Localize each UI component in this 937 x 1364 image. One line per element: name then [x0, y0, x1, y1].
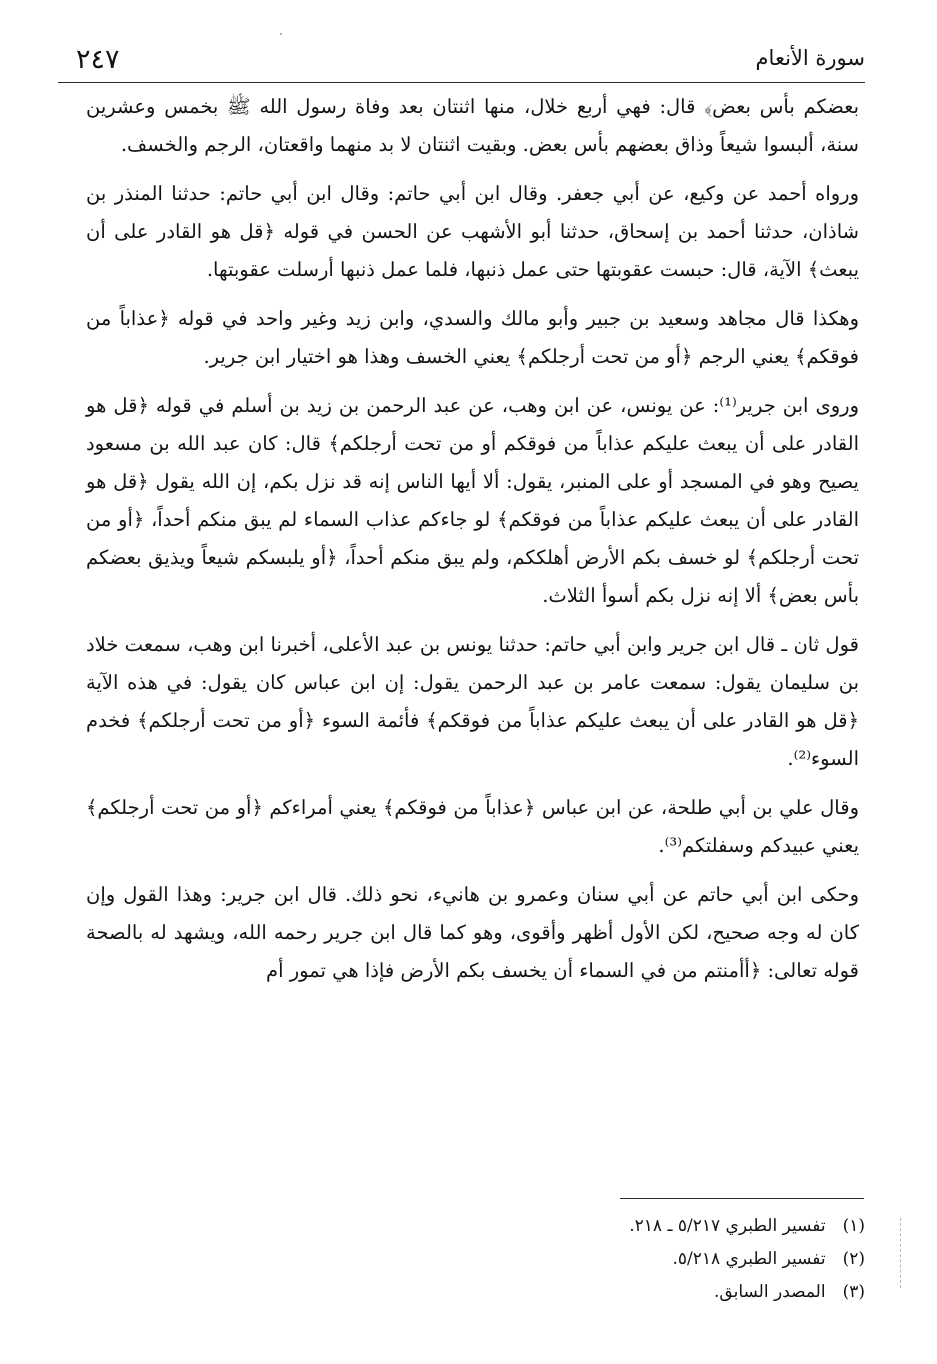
paragraph-7: وحكى ابن أبي حاتم عن أبي سنان وعمرو بن هانيء، نحو ذلك. قال ابن جرير: وهذا القول وإن كان له وجه صحيح، لكن الأول أظهر وأقوى، وهو كما قال ابن جرير رحمه الله، ويشهد له بالصحة قوله تعالى: ﴿أأمنتم من في السماء أن يخسف بكم الأرض فإذا هي تمور أم — [86, 883, 859, 982]
footnote-item — [345, 1243, 865, 1276]
paragraph-2: ورواه أحمد عن وكيع، عن أبي جعفر. وقال ابن أبي حاتم: وقال ابن أبي حاتم: حدثنا المنذر بن شاذان، حدثنا أحمد بن إسحاق، حدثنا أبو الأشهب عن الحسن في قوله ﴿قل هو القادر على أن يبعث﴾ الآية، قال: حبست عقوبتها حتى عمل ذنبها، فلما عمل ذنبها أرسلت عقوبتها. — [86, 182, 859, 281]
footnote-separator — [620, 1198, 864, 1199]
footnote-item — [345, 1276, 865, 1309]
footnote-number: (٢) — [842, 1249, 865, 1269]
footnote-number: (١) — [842, 1216, 865, 1236]
paragraph-6: وقال علي بن أبي طلحة، عن ابن عباس ﴿عذاباً من فوقكم﴾ يعني أمراءكم ﴿أو من تحت أرجلكم﴾ يعني عبيدكم وسفلتكم⁽³⁾. — [86, 796, 859, 857]
paragraph-4: وروى ابن جرير⁽¹⁾: عن يونس، عن ابن وهب، عن عبد الرحمن بن زيد بن أسلم في قوله ﴿قل هو القادر على أن يبعث عليكم عذاباً من فوقكم أو من تحت أرجلكم﴾ قال: كان عبد الله بن مسعود يصيح وهو في المسجد أو على المنبر، يقول: ألا أيها الناس إنه قد نزل بكم، إن الله يقول ﴿قل هو القادر على أن يبعث عليكم عذاباً من فوقكم﴾ لو جاءكم عذاب السماء لم يبق منكم أحداً، ﴿أو من تحت أرجلكم﴾ لو خسف بكم الأرض أهلككم، ولم يبق منكم أحداً، ﴿أو يلبسكم شيعاً ويذيق بعضكم بأس بعض﴾ ألا إنه نزل بكم أسوأ الثلاث. — [86, 394, 860, 607]
paragraph-3: وهكذا قال مجاهد وسعيد بن جبير وأبو مالك والسدي، وابن زيد وغير واحد في قوله ﴿عذاباً من فوقكم﴾ يعني الرجم ﴿أو من تحت أرجلكم﴾ يعني الخسف وهذا هو اختيار ابن جرير. — [86, 307, 859, 368]
binding-edge-mark — [900, 1218, 902, 1288]
main-text — [86, 88, 859, 1001]
footnotes — [345, 1210, 865, 1309]
footnote-text: المصدر السابق. — [714, 1282, 826, 1302]
page-header — [58, 38, 865, 83]
running-head: سورة الأنعام — [755, 46, 865, 70]
footnote-text: تفسير الطبري ٥/٢١٨. — [672, 1249, 826, 1269]
scan-speck — [280, 33, 282, 35]
footnote-number: (٣) — [842, 1282, 865, 1302]
paragraph-5: قول ثان ـ قال ابن جرير وابن أبي حاتم: حدثنا يونس بن عبد الأعلى، أخبرنا ابن وهب، سمعت خلاد بن سليمان يقول: سمعت عامر بن عبد الرحمن يقول: إن ابن عباس كان يقول: في هذه الآية ﴿قل هو القادر على أن يبعث عليكم عذاباً من فوقكم﴾ فأئمة السوء ﴿أو من تحت أرجلكم﴾ فخدم السوء⁽²⁾. — [86, 633, 859, 770]
footnote-text: تفسير الطبري ٥/٢١٧ ـ ٢١٨. — [629, 1216, 826, 1236]
paragraph-1: بعضكم بأس بعض﴾ قال: فهي أربع خلال، منها اثنتان بعد وفاة رسول الله ﷺ بخمس وعشرين سنة، ألبسوا شيعاً وذاق بعضهم بأس بعض. وبقيت اثنتان لا بد منهما واقعتان، الرجم والخسف. — [86, 95, 859, 156]
footnote-item — [345, 1210, 865, 1243]
page-number: ٢٤٧ — [76, 44, 120, 75]
